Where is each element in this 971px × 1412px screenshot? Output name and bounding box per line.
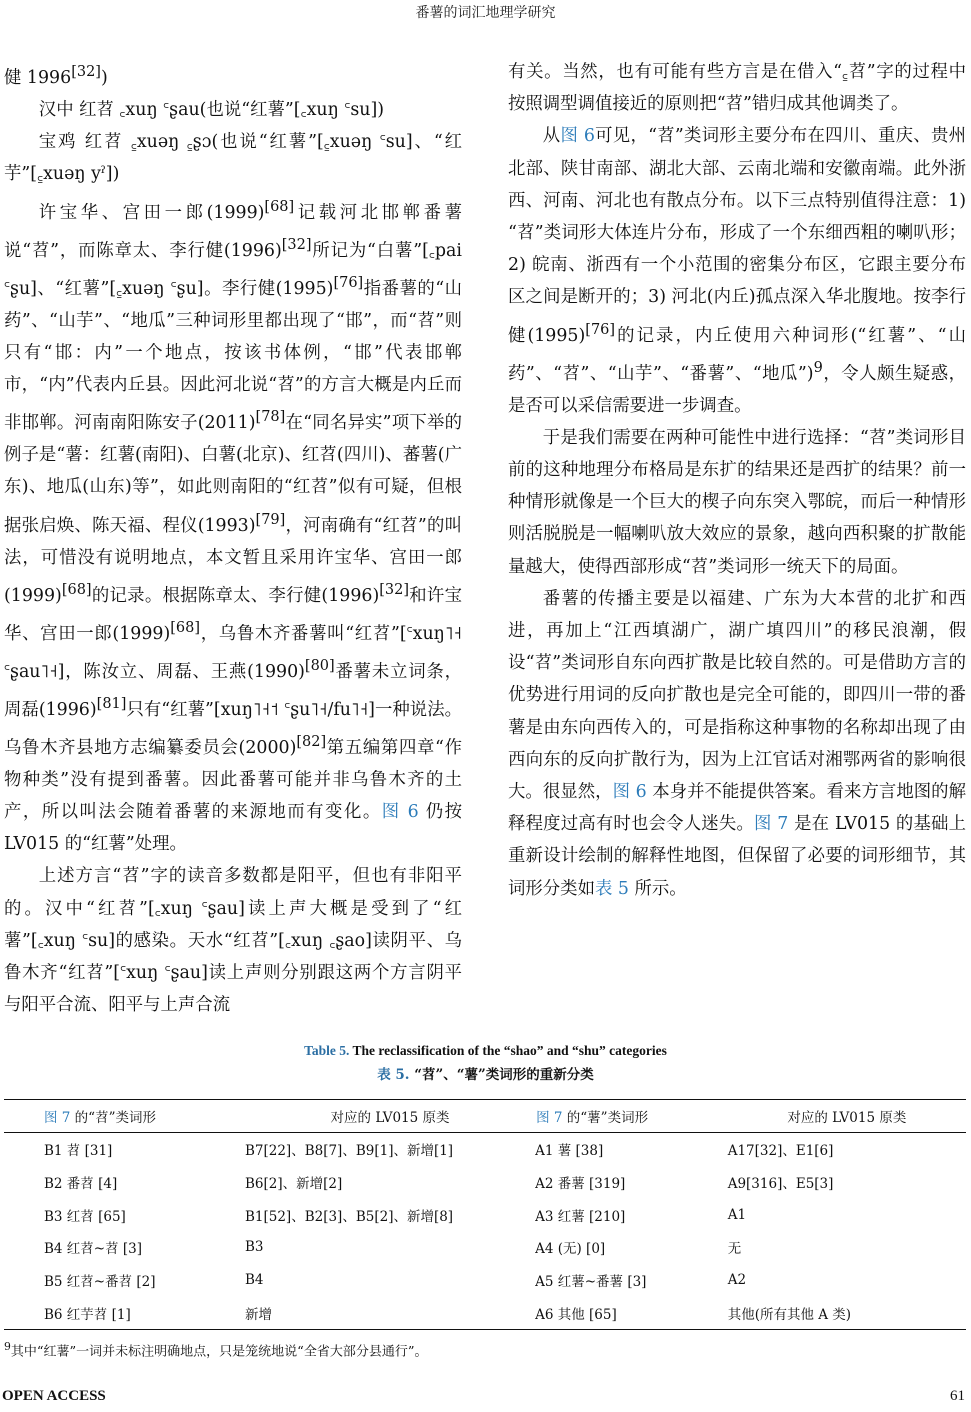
text: 和许宝华、宫田一郎(1999) <box>4 585 462 644</box>
text: 番薯的传播主要是以福建、广东为大本营的北扩和西进，再加上“江西填湖广，湖广填四川”的移民浪潮，假设“苕”类词形自东向西扩散是比较自然的。可是借助方言的优势进行用词的反向扩散也是完全可能的，即四川一带的番薯是由东向西传入的，可是指称这种事物的名称却出现了由西向东的反向扩散行为，因为上江官话对湘鄂两省的影响很大。很显然， <box>508 588 966 803</box>
paragraph: 上述方言“苕”字的读音多数都是阳平，但也有非阳平的。汉中“红苕”[꜀xuŋ ꜂ʂau]读上声大概是受到了“红薯”[꜀xuŋ ꜂su]的感染。天水“红苕”[꜀xuŋ ꜀ʂao]读阴平、乌鲁木齐“红苕”[꜂xuŋ ꜂ʂau]读上声则分别跟这两个方言阴平与阳平合流、阳平与上声合流 <box>4 866 462 1016</box>
lv015-shao-cell: B7[22]、B8[7]、B9[1]、新增[1] <box>244 1143 454 1160</box>
paragraph: 于是我们需要在两种可能性中进行选择：“苕”类词形目前的这种地理分布格局是东扩的结果还是西扩的结果？前一种情形就像是一个巨大的楔子向东突入鄂皖，而后一种情形则活脱脱是一幅喇叭放大效应的景象，越向西积聚的扩散能量越大，使得西部形成“苕”类词形一统天下的局面。 <box>508 427 966 577</box>
paragraph: 有关。当然，也有可能有些方言是在借入“꜁苕”字的过程中按照调型调值接近的原则把“苕”错归成其他调类了。 <box>508 62 966 115</box>
text: 所示。 <box>628 878 687 899</box>
footnote-mark[interactable]: 9 <box>813 359 823 376</box>
text: ) <box>100 67 108 88</box>
table-row <box>4 1231 966 1264</box>
figure-link[interactable]: 图 7 <box>536 1110 563 1126</box>
shu-form-cell: A2 番薯 [319] <box>535 1176 626 1193</box>
shao-form-cell: B3 红苕 [65] <box>44 1208 126 1225</box>
shao-form-cell: B4 红苕~苕 [3] <box>44 1241 143 1258</box>
text: 指番薯的“山药”、“山芋”、“地瓜”三种词形里都出现了“邯”，而“苕”则只有“邯：内”一个地点，按该书体例，“邯”代表邯郸市，“内”代表内丘县。因此河北说“苕”的方言大概是内丘而非邯郸。河南南阳陈安子(2011) <box>4 278 462 434</box>
text: 所记为“白薯”[꜀pai ꜂ʂu]、“红薯”[꜁xuəŋ ꜂ʂu]。李行健(1995) <box>4 240 462 299</box>
left-column <box>4 56 462 1021</box>
page-number: 61 <box>950 1388 965 1404</box>
citation[interactable]: [68] <box>264 198 295 215</box>
table-row <box>4 1296 966 1329</box>
caption-label: 表 5. <box>377 1067 410 1083</box>
paragraph <box>4 191 462 861</box>
lv015-shu-cell: 无 <box>727 1241 742 1258</box>
text: 在“同名异实”项下举的例子是“薯：红薯(南阳)、白薯(北京)、红苕(四川)、蕃薯(广东)、地瓜(山东)等”，如此则南阳的“红苕”似有可疑，但根据张启焕、陈天福、程仪(1993) <box>4 413 462 536</box>
caption-text: “苕”、“薯”类词形的重新分类 <box>414 1067 594 1083</box>
reclassification-table <box>4 1099 966 1330</box>
table-link[interactable]: 表 5 <box>594 878 629 899</box>
text: 记载河北邯郸番薯说“苕”，而陈章太、李行健(1996) <box>4 202 462 261</box>
dialect-entry-baoji: 宝鸡 红苕 ꜁xuəŋ ꜁ʂɔ(也说“红薯”[꜁xuəŋ ꜂su]、“红芋”[꜁xuəŋ yˀ]) <box>4 132 462 185</box>
text: 健 1996 <box>4 67 72 88</box>
shu-form-cell: A1 薯 [38] <box>535 1143 604 1160</box>
header-shao-forms <box>4 1100 245 1133</box>
citation[interactable]: [68] <box>170 619 201 636</box>
shao-form-cell: B6 红芋苕 [1] <box>4 1296 245 1329</box>
citation[interactable]: [82] <box>296 733 327 750</box>
text: 的记录。根据陈章太、李行健(1996) <box>91 585 380 606</box>
lv015-shu-cell: A9[316]、E5[3] <box>727 1176 834 1193</box>
citation[interactable]: [79] <box>255 511 286 528</box>
shu-form-cell: A3 红薯 [210] <box>535 1208 626 1225</box>
paragraph <box>508 583 966 905</box>
footnote-mark: 9 <box>4 1340 11 1353</box>
caption-label: Table 5. <box>304 1043 350 1058</box>
figure-link[interactable]: 图 6 <box>560 126 595 147</box>
table-row <box>4 1198 966 1231</box>
text: ，令人颇生疑惑，是否可以采信需要进一步调查。 <box>508 363 966 416</box>
figure-link[interactable]: 图 6 <box>381 802 419 823</box>
citation[interactable]: [80] <box>304 657 335 674</box>
right-column <box>508 56 966 905</box>
figure-link[interactable]: 图 7 <box>754 814 789 835</box>
citation[interactable]: [76] <box>585 321 616 338</box>
footnote <box>4 1340 427 1359</box>
lv015-shu-cell: 其他(所有其他 A 类) <box>728 1296 966 1329</box>
text: 只有“红薯”[xuŋ˥˧˦ ꜂ʂu˥˧/fu˥˧]一种说法。乌鲁木齐县地方志编纂委员会(2000) <box>4 699 463 758</box>
citation[interactable]: [68] <box>61 581 92 598</box>
figure-link[interactable]: 图 7 <box>44 1110 71 1126</box>
citation[interactable]: [81] <box>96 695 127 712</box>
header-shu-forms <box>535 1100 728 1133</box>
lv015-shao-cell: B3 <box>244 1239 264 1256</box>
paragraph <box>4 56 462 94</box>
caption-text: The reclassification of the “shao” and “shu” categories <box>352 1043 667 1058</box>
table-row <box>4 1133 966 1166</box>
lv015-shao-cell: B6[2]、新增[2] <box>244 1176 343 1193</box>
table-caption-en <box>0 1043 971 1059</box>
footnote-text: 其中“红薯”一词并未标注明确地点，只是笼统地说“全省大部分县通行”。 <box>10 1344 428 1360</box>
page-footer <box>0 1388 971 1410</box>
lv015-shu-cell: A17[32]、E1[6] <box>727 1143 834 1160</box>
shao-form-cell: B2 番苕 [4] <box>44 1176 118 1193</box>
dialect-entry-hanzhong: 汉中 红苕 ꜀xuŋ ꜂ʂau(也说“红薯”[꜀xuŋ ꜂su]) <box>38 100 385 120</box>
open-access-label: OPEN ACCESS <box>2 1388 106 1404</box>
text: 本身并不能提供答案。看来方言地图的解释程度过高有时也会令人迷失。 <box>508 782 967 835</box>
header-text: 的“苕”类词形 <box>70 1110 156 1126</box>
citation[interactable]: [32] <box>281 236 312 253</box>
text: 仍按 LV015 的“红薯”处理。 <box>4 802 463 855</box>
lv015-shao-cell: B1[52]、B2[3]、B5[2]、新增[8] <box>244 1208 454 1225</box>
lv015-shao-cell: B4 <box>244 1272 264 1289</box>
citation[interactable]: [78] <box>255 409 286 426</box>
citation[interactable]: [32] <box>71 64 101 80</box>
table-header-row <box>4 1100 966 1133</box>
text: 可见，“苕”类词形主要分布在四川、重庆、贵州北部、陕甘南部、湖北大部、云南北端和安徽南端。此外浙西、河南、河北也有散点分布。以下三点特别值得注意：1) “苕”类词形大体连片分布，形成了一个东细西粗的喇叭形；2) 皖南、浙西有一个小范围的密集分布区，它跟主要分布区之间是断开的；3) 河北(内丘)孤点深入华北腹地。按李行健(1995) <box>508 126 966 346</box>
figure-link[interactable]: 图 6 <box>612 782 647 803</box>
text: 是在 LV015 的基础上重新设计绘制的解释性地图，但保留了必要的词形细节，其词形分类如 <box>508 814 966 899</box>
shu-form-cell: A6 其他 [65] <box>535 1296 728 1329</box>
lv015-shao-cell: 新增 <box>245 1296 535 1329</box>
text: 第五编第四章“作物种类”没有提到番薯。因此番薯可能并非乌鲁木齐的土产，所以叫法会随着番薯的来源地而有变化。 <box>4 737 462 823</box>
header-lv015-shu: 对应的 LV015 原类 <box>728 1100 966 1133</box>
citation[interactable]: [76] <box>333 274 364 291</box>
paragraph <box>508 120 966 421</box>
lv015-shu-cell: A2 <box>727 1272 747 1289</box>
lv015-shu-cell: A1 <box>727 1206 747 1223</box>
citation[interactable]: [32] <box>379 581 409 598</box>
text: ，河南确有“红苕”的叫法，可惜没有说明地点，本文暂且采用许宝华、宫田一郎(1999) <box>4 515 462 606</box>
text: ，乌鲁木齐番薯叫“红苕”[꜂xuŋ˥˧ ꜂ʂau˥˧]，陈汝立、周磊、王燕(1990) <box>4 623 463 682</box>
header-lv015-shao: 对应的 LV015 原类 <box>245 1100 535 1133</box>
shu-form-cell: A5 红薯~番薯 [3] <box>535 1274 647 1291</box>
text: 番薯未立词条，周磊(1996) <box>4 661 462 720</box>
table-row <box>4 1166 966 1199</box>
text: 从 <box>542 126 561 147</box>
table-caption-zh <box>0 1063 971 1083</box>
shao-form-cell: B1 苕 [31] <box>44 1143 113 1160</box>
text: 的记录，内丘使用六种词形(“红薯”、“山药”、“苕”、“山芋”、“番薯”、“地瓜”) <box>508 325 967 384</box>
text: 许宝华、宫田一郎(1999) <box>38 202 265 223</box>
header-text: 的“薯”类词形 <box>562 1110 649 1126</box>
table-row <box>4 1264 966 1297</box>
running-head: 番薯的词汇地理学研究 <box>415 5 556 21</box>
shu-form-cell: A4 (无) [0] <box>535 1241 606 1258</box>
shao-form-cell: B5 红苕~番苕 [2] <box>44 1274 156 1291</box>
